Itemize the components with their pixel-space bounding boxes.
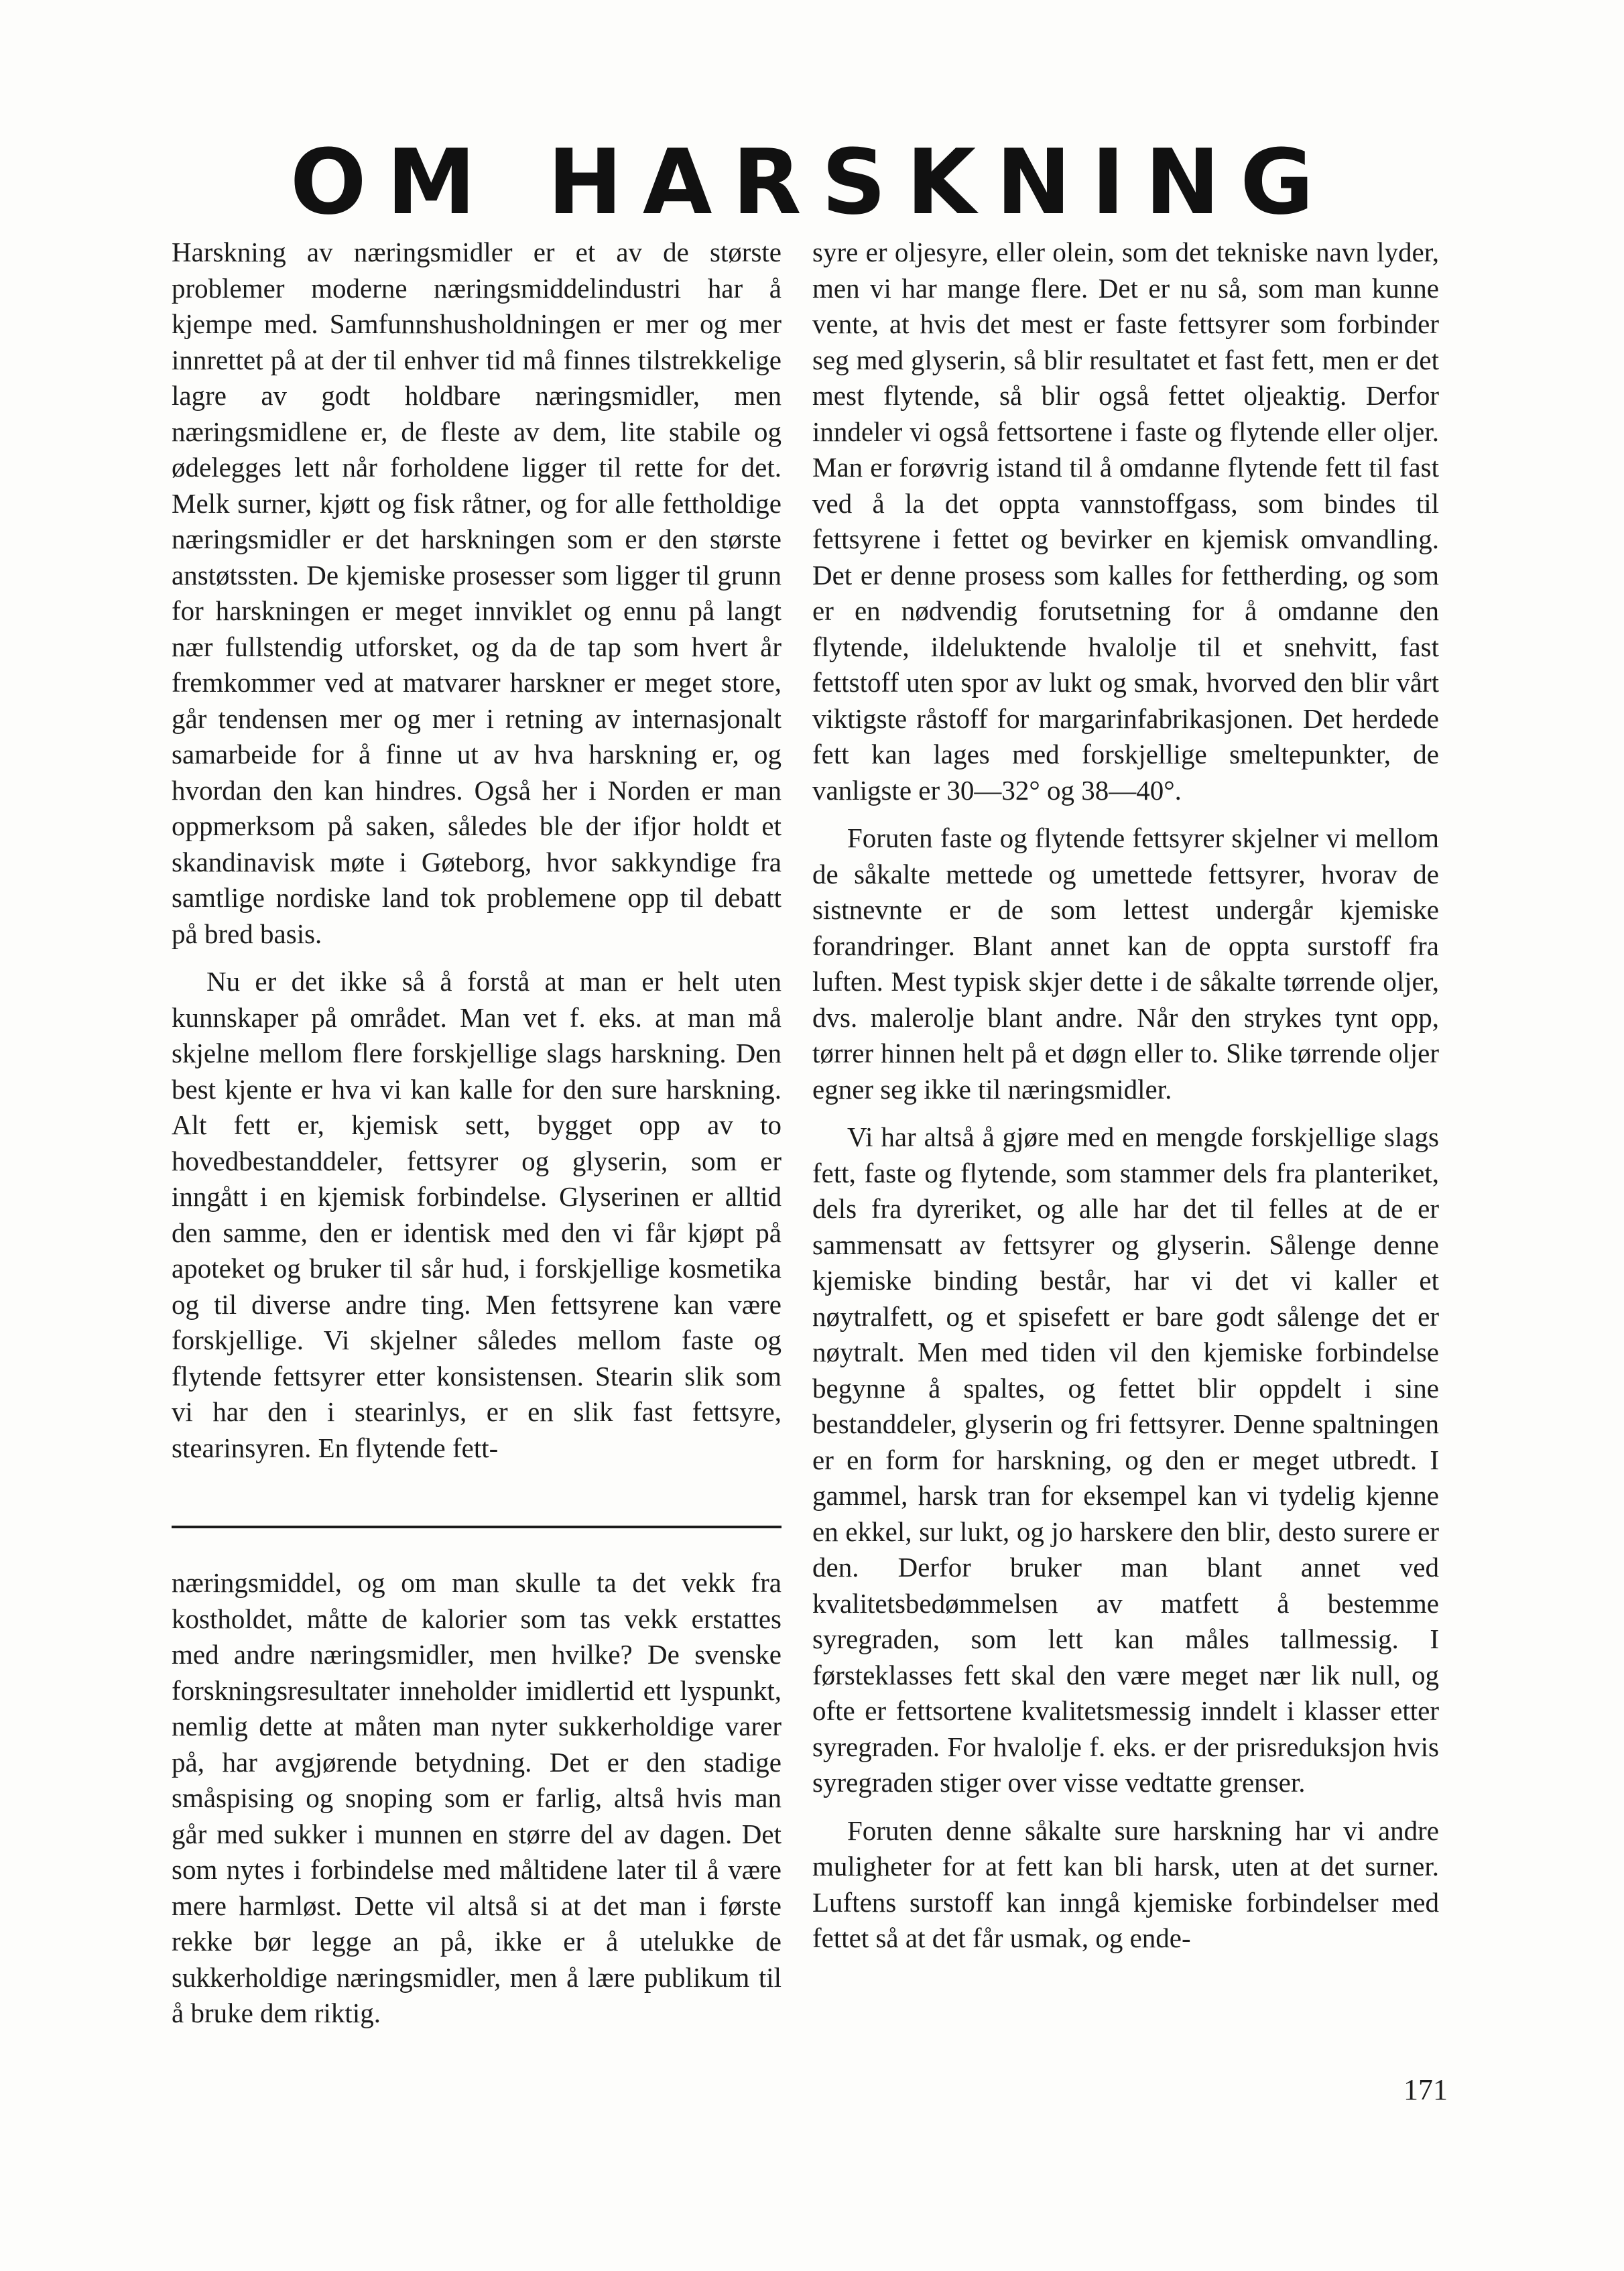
right-column — [812, 235, 1439, 1957]
left-column-top — [172, 235, 782, 1466]
body-paragraph: Foruten denne såkalte sure harskning har vi andre muligheter for at fett kan bli harsk, uten at det surner. Luftens surstoff kan inngå kjemiske forbindelser med fettet så at det får usmak, og ende- — [812, 1815, 1439, 1953]
page-number: 171 — [1403, 2073, 1448, 2106]
body-paragraph: næringsmiddel, og om man skulle ta det vekk fra kostholdet, måtte de kalorier som tas vekk erstattes med andre næringsmidler, men hvilke? De svenske forskningsresultater inneholder imidlertid ett lyspunkt, nemlig dette at måten man nyter sukkerholdige varer på, har avgjørende betydning. Det er den stadige småspising og snoping som er farlig, altså hvis man går med sukker i munnen en større del av dagen. Det som nytes i forbindelse med måltidene later til å være mere harmløst. Dette vil altså si at det man i første rekke bør legge an på, ikke er å utelukke de sukkerholdige næringsmidler, men å lære publikum til å bruke dem riktig. — [172, 1567, 782, 2028]
section-divider — [172, 1526, 782, 1528]
body-paragraph: Vi har altså å gjøre med en mengde forskjellige slags fett, faste og flytende, som stammer dels fra planteriket, dels fra dyreriket, og alle har det til felles at de er sammensatt av fettsyrer og glyserin. Sålenge denne kjemiske binding består, har vi det vi kaller et nøytralfett, og et spisefett er bare godt sålenge det er nøytralt. Men med tiden vil den kjemiske forbindelse begynne å spaltes, og fettet blir oppdelt i sine bestanddeler, glyserin og fri fettsyrer. Denne spaltningen er en form for harskning, og den er meget utbredt. I gammel, harsk tran for eksempel kan vi tydelig kjenne en ekkel, sur lukt, og jo harskere den blir, desto surere er den. Derfor bruker man blant annet ved kvalitetsbedømmelsen av matfett å bestemme syregraden, som lett kan måles tallmessig. I førsteklasses fett skal den være meget nær lik null, og ofte er fettsortene kvalitetsmessig inndelt i klasser etter syregraden. For hvalolje f. eks. er der prisreduksjon hvis syregraden stiger over visse vedtatte grenser. — [812, 1121, 1439, 1798]
left-column-bottom — [172, 1565, 782, 2032]
article-title: OM HARSKNING — [290, 130, 1334, 235]
body-paragraph: Nu er det ikke så å forstå at man er helt uten kunnskaper på området. Man vet f. eks. at man må skjelne mellom flere forskjellige slags harskning. Den best kjente er hva vi kan kalle for den sure harskning. Alt fett er, kjemisk sett, bygget opp av to hovedbestanddeler, fettsyrer og glyserin, som er inngått i en kjemisk forbindelse. Glyserinen er alltid den samme, den er identisk med den vi får kjøpt på apoteket og bruker til sår hud, i forskjellige kosmetika og til diverse andre ting. Men fettsyrene kan være forskjellige. Vi skjelner således mellom faste og flytende fettsyrer etter konsistensen. Stearin slik som vi har den i stearinlys, er en slik fast fettsyre, stearinsyren. En flytende fett- — [172, 966, 782, 1463]
body-paragraph: syre er oljesyre, eller olein, som det tekniske navn lyder, men vi har mange flere. Det er nu så, som man kunne vente, at hvis det mest er faste fettsyrer som forbinder seg med glyserin, så blir resultatet et fast fett, men er det mest flytende, så blir også fettet oljeaktig. Derfor inndeler vi også fettsortene i faste og flytende eller oljer. Man er forøvrig istand til å omdanne flytende fett til fast ved å la det oppta vannstoffgass, som bindes til fettsyrene i fettet og bevirker en kjemisk omvandling. Det er denne prosess som kalles for fettherding, og som er en nødvendig forutsetning for å omdanne den flytende, ildeluktende hvalolje til et snehvitt, fast fettstoff uten spor av lukt og smak, hvorved den blir vårt viktigste råstoff for margarinfabrikasjonen. Det herdede fett kan lages med forskjellige smeltepunkter, de vanligste er 30—32° og 38—40°. — [812, 237, 1439, 806]
body-paragraph: Foruten faste og flytende fettsyrer skjelner vi mellom de såkalte mettede og umettede fettsyrer, hvorav de sistnevnte er de som lettest undergår kjemiske forandringer. Blant annet kan de oppta surstoff fra luften. Mest typisk skjer dette i de såkalte tørrende oljer, dvs. malerolje blant andre. Når den strykes tynt opp, tørrer hinnen helt på et døgn eller to. Slike tørrende oljer egner seg ikke til næringsmidler. — [812, 822, 1439, 1105]
body-paragraph: Harskning av næringsmidler er et av de største problemer moderne næringsmiddelindustri har å kjempe med. Samfunnshusholdningen er mer og mer innrettet på at der til enhver tid må finnes tilstrekkelige lagre av godt holdbare næringsmidler, men næringsmidlene er, de fleste av dem, lite stabile og ødelegges lett når forholdene ligger til rette for det. Melk surner, kjøtt og fisk råtner, og for alle fettholdige næringsmidler er det harskningen som er den største anstøtssten. De kjemiske prosesser som ligger til grunn for harskningen er meget innviklet og ennu på langt nær fullstendig utforsket, og da de tap som hvert år fremkommer ved at matvarer harskner er meget store, går tendensen mer og mer i retning av internasjonalt samarbeide for å finne ut av hva harskning er, og hvordan den kan hindres. Også her i Norden er man oppmerksom på saken, således ble der ifjor holdt et skandinavisk møte i Gøteborg, hvor sakkyndige fra samtlige nordiske land tok problemene opp til debatt på bred basis. — [172, 237, 782, 949]
